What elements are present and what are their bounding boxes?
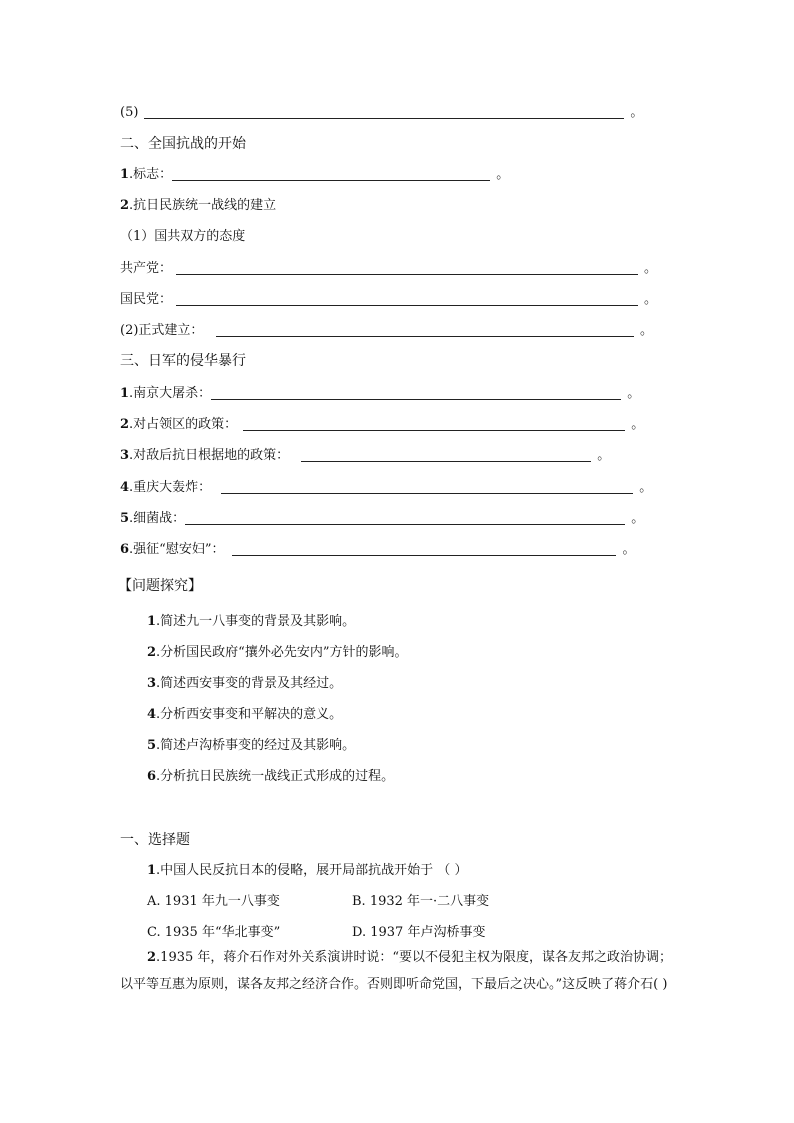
item-number: 1: [120, 167, 130, 182]
item-label: .对占领区的政策：: [129, 417, 238, 432]
fill-item: [120, 166, 509, 184]
fill-item: [120, 447, 610, 465]
answer-blank[interactable]: [221, 480, 633, 494]
item-label: 国民党：: [120, 292, 173, 307]
fill-item: [120, 291, 657, 309]
item-number: 1: [147, 614, 157, 629]
fill-item: [120, 541, 636, 559]
answer-blank[interactable]: [232, 542, 616, 556]
period: 。: [631, 417, 645, 432]
period: 。: [597, 448, 611, 463]
item-number: 2: [120, 198, 130, 213]
item-label: (5): [120, 105, 139, 120]
answer-blank[interactable]: [216, 323, 634, 337]
item-label: .对敌后抗日根据地的政策：: [129, 448, 290, 463]
item-label: .细菌战：: [129, 511, 186, 526]
inquiry-item: [147, 613, 355, 631]
question-text: .中国人民反抗日本的侵略，展开局部抗战开始于 （ ）: [156, 863, 468, 878]
item-label: .南京大屠杀：: [129, 386, 212, 401]
item-number: 4: [120, 480, 130, 495]
item-number: 5: [147, 738, 157, 753]
exercise-heading: 一、选择题: [120, 832, 190, 848]
period: 。: [622, 542, 636, 557]
item-text: .简述卢沟桥事变的经过及其影响。: [156, 738, 356, 753]
period: 。: [496, 167, 510, 182]
answer-blank[interactable]: [301, 448, 591, 462]
item-text: .分析西安事变和平解决的意义。: [156, 707, 343, 722]
inquiry-item: [147, 675, 342, 693]
section-heading: 二、全国抗战的开始: [120, 136, 246, 152]
option-a[interactable]: A. 1931 年九一八事变: [147, 894, 280, 909]
answer-blank[interactable]: [172, 167, 490, 181]
item-text: .分析抗日民族统一战线正式形成的过程。: [156, 769, 395, 784]
inquiry-item: [147, 706, 342, 724]
item-label: .强征“慰安妇”：: [129, 542, 225, 557]
answer-blank[interactable]: [144, 105, 624, 119]
section-heading: 三、日军的侵华暴行: [120, 353, 246, 369]
inquiry-item: [147, 737, 355, 755]
fill-item: [120, 260, 657, 278]
subsection-title: （1）国共双方的态度: [120, 229, 246, 244]
period: 。: [644, 292, 658, 307]
item-number: 2: [120, 417, 130, 432]
item-number: 6: [120, 542, 130, 557]
question-2: [120, 944, 676, 998]
inquiry-item: [147, 644, 407, 662]
period: 。: [630, 105, 644, 120]
fill-item: [120, 322, 653, 340]
period: 。: [644, 261, 658, 276]
answer-blank[interactable]: [243, 417, 625, 431]
item-number: 5: [120, 511, 130, 526]
fill-item: [120, 385, 640, 403]
question-number: 1: [147, 863, 157, 878]
question-text: .1935 年，蒋介石作对外关系演讲时说：“要以不侵犯主权为限度，谋各友邦之政治协调；以平等互惠为原则，谋各友邦之经济合作。否则即听命党国，下最后之决心。”这反映了蒋介石( ): [120, 950, 673, 992]
answer-blank[interactable]: [185, 511, 625, 525]
item-number: 3: [120, 448, 130, 463]
period: 。: [639, 480, 653, 495]
inquiry-heading: 【问题探究】: [118, 578, 202, 594]
period: 。: [640, 323, 654, 338]
item-number: 6: [147, 769, 157, 784]
item-label: 共产党：: [120, 261, 173, 276]
item-number: 4: [147, 707, 157, 722]
option-c[interactable]: C. 1935 年“华北事变”: [147, 925, 281, 940]
item-label: .抗日民族统一战线的建立: [129, 198, 277, 213]
item-number: 1: [120, 386, 130, 401]
item-label: (2)正式建立：: [120, 323, 204, 338]
fill-item: [120, 416, 644, 434]
item-text: .分析国民政府“攘外必先安内”方针的影响。: [156, 645, 408, 660]
question-number: 2: [147, 950, 157, 965]
inquiry-item: [147, 768, 394, 786]
fill-item: [120, 479, 652, 497]
subsection-title: [120, 197, 276, 215]
item-text: .简述西安事变的背景及其经过。: [156, 676, 343, 691]
fill-item-5: [120, 104, 643, 122]
question-1: [147, 862, 467, 880]
answer-blank[interactable]: [176, 261, 638, 275]
item-number: 3: [147, 676, 157, 691]
item-number: 2: [147, 645, 157, 660]
period: 。: [631, 511, 645, 526]
answer-blank[interactable]: [176, 292, 638, 306]
item-label: .重庆大轰炸：: [129, 480, 212, 495]
answer-blank[interactable]: [211, 386, 621, 400]
item-label: .标志：: [129, 167, 173, 182]
fill-item: [120, 510, 644, 528]
item-text: .简述九一八事变的背景及其影响。: [156, 614, 356, 629]
option-d[interactable]: D. 1937 年卢沟桥事变: [352, 925, 486, 940]
option-b[interactable]: B. 1932 年一·二八事变: [352, 894, 490, 909]
period: 。: [627, 386, 641, 401]
